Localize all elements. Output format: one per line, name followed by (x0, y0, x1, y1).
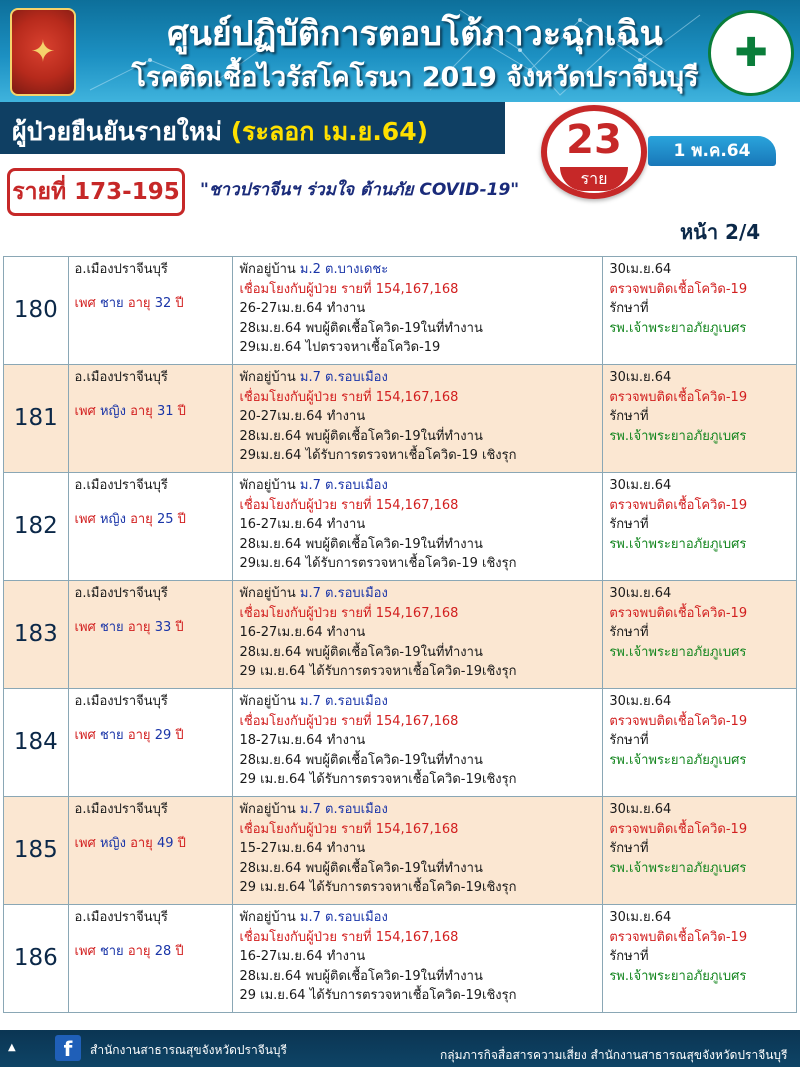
address-prefix: พักอยู่บ้าน (239, 262, 296, 277)
years-label: ปี (177, 403, 186, 419)
case-age: 31 (156, 403, 174, 419)
case-timeline-3: 29เม.ย.64 ได้รับการตรวจหาเชื้อโควิด-19 เชิงรุก (239, 448, 517, 463)
case-age: 49 (156, 835, 174, 851)
case-date: 30เม.ย.64 (609, 802, 672, 817)
case-result-cell (603, 365, 797, 473)
address-prefix: พักอยู่บ้าน (239, 910, 296, 925)
case-history-cell (233, 473, 603, 581)
case-id: 186 (4, 905, 69, 1013)
table-row (4, 365, 797, 473)
case-finding: ตรวจพบติดเชื้อโควิด-19 (609, 605, 748, 621)
table-row (4, 689, 797, 797)
case-link: เชื่อมโยงกับผู้ป่วย รายที่ 154,167,168 (239, 281, 459, 297)
case-table (3, 256, 797, 1013)
case-timeline-2: 28เม.ย.64 พบผู้ติดเชื้อโควิด-19ในที่ทำงาน (239, 536, 483, 552)
case-id: 182 (4, 473, 69, 581)
case-result-cell (603, 797, 797, 905)
case-finding: ตรวจพบติดเชื้อโควิด-19 (609, 821, 748, 837)
case-id: 181 (4, 365, 69, 473)
case-timeline-2: 28เม.ย.64 พบผู้ติดเชื้อโควิด-19ในที่ทำงาน (239, 428, 483, 444)
case-result-cell (603, 689, 797, 797)
case-timeline-3: 29 เม.ย.64 ได้รับการตรวจหาเชื้อโควิด-19เชิงรุก (239, 664, 517, 679)
case-person-cell (68, 473, 233, 581)
case-address: ม.7 ต.รอบเมือง (299, 802, 388, 817)
case-timeline-3: 29เม.ย.64 ไปตรวจหาเชื้อโควิด-19 (239, 340, 441, 355)
case-link: เชื่อมโยงกับผู้ป่วย รายที่ 154,167,168 (239, 497, 459, 513)
treated-at-label: รักษาที่ (609, 409, 649, 424)
banner-heading (12, 112, 428, 152)
case-address: ม.7 ต.รอบเมือง (299, 586, 388, 601)
provincial-seal-icon: ✦ (10, 8, 76, 96)
case-date: 30เม.ย.64 (609, 262, 672, 277)
case-address: ม.7 ต.รอบเมือง (299, 370, 388, 385)
case-count-unit: ราย (560, 167, 628, 191)
page-number: หน้า 2/4 (680, 220, 761, 244)
case-gender-age (75, 834, 227, 854)
banner-highlight: (ระลอก เม.ย.64) (230, 117, 429, 146)
case-date: 30เม.ย.64 (609, 478, 672, 493)
case-gender-age (75, 942, 227, 962)
case-timeline-2: 28เม.ย.64 พบผู้ติดเชื้อโควิด-19ในที่ทำงาน (239, 968, 483, 984)
age-label: อายุ (127, 295, 151, 311)
case-timeline-2: 28เม.ย.64 พบผู้ติดเชื้อโควิด-19ในที่ทำงาน (239, 644, 483, 660)
gender-label: เพศ (74, 511, 96, 527)
treated-at-label: รักษาที่ (609, 949, 649, 964)
treated-at-label: รักษาที่ (609, 841, 649, 856)
table-row (4, 473, 797, 581)
case-timeline-2: 28เม.ย.64 พบผู้ติดเชื้อโควิด-19ในที่ทำงาน (239, 860, 483, 876)
case-person-cell (68, 905, 233, 1013)
years-label: ปี (175, 727, 184, 743)
slogan: "ชาวปราจีนฯ ร่วมใจ ต้านภัย COVID-19" (200, 180, 520, 200)
case-district: อ.เมืองปราจีนบุรี (74, 262, 168, 277)
gender-label: เพศ (74, 727, 96, 743)
address-prefix: พักอยู่บ้าน (239, 370, 296, 385)
case-gender: หญิง (99, 835, 126, 851)
case-district: อ.เมืองปราจีนบุรี (74, 370, 168, 385)
case-history-cell (233, 581, 603, 689)
date-badge: 1 พ.ค.64 (648, 136, 776, 166)
age-label: อายุ (127, 619, 151, 635)
case-link: เชื่อมโยงกับผู้ป่วย รายที่ 154,167,168 (239, 389, 459, 405)
case-history-cell (233, 905, 603, 1013)
case-gender-age (75, 618, 227, 638)
case-timeline-1: 16-27เม.ย.64 ทำงาน (239, 949, 366, 964)
case-address: ม.7 ต.รอบเมือง (299, 478, 388, 493)
case-link: เชื่อมโยงกับผู้ป่วย รายที่ 154,167,168 (239, 713, 459, 729)
case-age: 29 (154, 727, 172, 743)
case-district: อ.เมืองปราจีนบุรี (74, 586, 168, 601)
case-link: เชื่อมโยงกับผู้ป่วย รายที่ 154,167,168 (239, 605, 459, 621)
case-count-value: 23 (566, 117, 622, 163)
gender-label: เพศ (74, 619, 96, 635)
footer-right-text: กลุ่มภารกิจสื่อสารความเสี่ยง สำนักงานสาธารณสุขจังหวัดปราจีนบุรี (440, 1048, 788, 1062)
case-hospital: รพ.เจ้าพระยาอภัยภูเบศร (609, 644, 747, 660)
case-id: 184 (4, 689, 69, 797)
age-label: อายุ (130, 511, 153, 527)
years-label: ปี (177, 835, 186, 851)
case-gender: หญิง (99, 511, 126, 527)
banner-prefix: ผู้ป่วยยืนยันรายใหม่ (12, 117, 222, 146)
case-person-cell (68, 581, 233, 689)
case-age: 33 (154, 619, 172, 635)
case-gender: ชาย (99, 943, 124, 959)
case-person-cell (68, 257, 233, 365)
case-date: 30เม.ย.64 (609, 586, 672, 601)
table-row (4, 797, 797, 905)
case-person-cell (68, 797, 233, 905)
case-link: เชื่อมโยงกับผู้ป่วย รายที่ 154,167,168 (239, 821, 459, 837)
age-label: อายุ (127, 727, 151, 743)
case-range-label: รายที่ 173-195 (7, 168, 185, 216)
case-id: 183 (4, 581, 69, 689)
case-address: ม.7 ต.รอบเมือง (299, 910, 388, 925)
address-prefix: พักอยู่บ้าน (239, 694, 296, 709)
case-date: 30เม.ย.64 (609, 370, 672, 385)
case-hospital: รพ.เจ้าพระยาอภัยภูเบศร (609, 860, 747, 876)
case-gender: ชาย (99, 727, 124, 743)
case-finding: ตรวจพบติดเชื้อโควิด-19 (609, 497, 748, 513)
case-link: เชื่อมโยงกับผู้ป่วย รายที่ 154,167,168 (239, 929, 459, 945)
gender-label: เพศ (74, 835, 96, 851)
case-id: 185 (4, 797, 69, 905)
case-person-cell (68, 689, 233, 797)
footer-mark: ▲ (8, 1042, 16, 1053)
age-label: อายุ (130, 403, 153, 419)
case-district: อ.เมืองปราจีนบุรี (74, 802, 168, 817)
case-district: อ.เมืองปราจีนบุรี (74, 694, 168, 709)
case-finding: ตรวจพบติดเชื้อโควิด-19 (609, 713, 748, 729)
treated-at-label: รักษาที่ (609, 301, 649, 316)
age-label: อายุ (130, 835, 153, 851)
case-gender-age (75, 402, 227, 422)
case-address: ม.7 ต.รอบเมือง (299, 694, 388, 709)
case-district: อ.เมืองปราจีนบุรี (74, 910, 168, 925)
gender-label: เพศ (74, 943, 96, 959)
case-timeline-1: 20-27เม.ย.64 ทำงาน (239, 409, 366, 424)
case-timeline-3: 29 เม.ย.64 ได้รับการตรวจหาเชื้อโควิด-19เชิงรุก (239, 988, 517, 1003)
case-timeline-3: 29 เม.ย.64 ได้รับการตรวจหาเชื้อโควิด-19เชิงรุก (239, 772, 517, 787)
case-history-cell (233, 257, 603, 365)
facebook-icon[interactable]: f (55, 1035, 81, 1061)
case-timeline-1: 18-27เม.ย.64 ทำงาน (239, 733, 366, 748)
case-date: 30เม.ย.64 (609, 694, 672, 709)
case-timeline-2: 28เม.ย.64 พบผู้ติดเชื้อโควิด-19ในที่ทำงาน (239, 320, 483, 336)
case-history-cell (233, 797, 603, 905)
case-timeline-1: 26-27เม.ย.64 ทำงาน (239, 301, 366, 316)
case-finding: ตรวจพบติดเชื้อโควิด-19 (609, 929, 748, 945)
age-label: อายุ (127, 943, 151, 959)
address-prefix: พักอยู่บ้าน (239, 478, 296, 493)
address-prefix: พักอยู่บ้าน (239, 586, 296, 601)
case-hospital: รพ.เจ้าพระยาอภัยภูเบศร (609, 428, 747, 444)
address-prefix: พักอยู่บ้าน (239, 802, 296, 817)
years-label: ปี (175, 295, 184, 311)
case-person-cell (68, 365, 233, 473)
case-hospital: รพ.เจ้าพระยาอภัยภูเบศร (609, 752, 747, 768)
treated-at-label: รักษาที่ (609, 517, 649, 532)
page-subtitle: โรคติดเชื้อไวรัสโคโรนา 2019 จังหวัดปราจีนบุรี (131, 62, 699, 93)
case-timeline-2: 28เม.ย.64 พบผู้ติดเชื้อโควิด-19ในที่ทำงาน (239, 752, 483, 768)
case-age: 25 (156, 511, 174, 527)
case-age: 28 (154, 943, 172, 959)
case-gender-age (75, 726, 227, 746)
table-row (4, 581, 797, 689)
case-age: 32 (154, 295, 172, 311)
gender-label: เพศ (74, 403, 96, 419)
case-result-cell (603, 905, 797, 1013)
footer-left-text: สำนักงานสาธารณสุขจังหวัดปราจีนบุรี (90, 1043, 287, 1057)
case-gender: หญิง (99, 403, 126, 419)
case-timeline-1: 15-27เม.ย.64 ทำงาน (239, 841, 366, 856)
case-timeline-1: 16-27เม.ย.64 ทำงาน (239, 517, 366, 532)
treated-at-label: รักษาที่ (609, 733, 649, 748)
table-row (4, 257, 797, 365)
case-hospital: รพ.เจ้าพระยาอภัยภูเบศร (609, 968, 747, 984)
case-finding: ตรวจพบติดเชื้อโควิด-19 (609, 281, 748, 297)
case-hospital: รพ.เจ้าพระยาอภัยภูเบศร (609, 536, 747, 552)
case-result-cell (603, 257, 797, 365)
ministry-of-public-health-icon: ✚ (708, 10, 794, 96)
page-title: ศูนย์ปฏิบัติการตอบโต้ภาวะฉุกเฉิน (167, 14, 663, 54)
case-gender-age (75, 510, 227, 530)
case-finding: ตรวจพบติดเชื้อโควิด-19 (609, 389, 748, 405)
treated-at-label: รักษาที่ (609, 625, 649, 640)
case-result-cell (603, 473, 797, 581)
case-count-badge (541, 105, 647, 199)
gender-label: เพศ (74, 295, 96, 311)
case-gender: ชาย (99, 619, 124, 635)
years-label: ปี (175, 943, 184, 959)
case-history-cell (233, 689, 603, 797)
years-label: ปี (175, 619, 184, 635)
case-district: อ.เมืองปราจีนบุรี (74, 478, 168, 493)
case-gender: ชาย (99, 295, 124, 311)
case-history-cell (233, 365, 603, 473)
table-row (4, 905, 797, 1013)
case-date: 30เม.ย.64 (609, 910, 672, 925)
case-address: ม.2 ต.บางเดชะ (299, 262, 389, 277)
case-timeline-1: 16-27เม.ย.64 ทำงาน (239, 625, 366, 640)
case-result-cell (603, 581, 797, 689)
case-gender-age (75, 294, 227, 314)
case-timeline-3: 29เม.ย.64 ได้รับการตรวจหาเชื้อโควิด-19 เชิงรุก (239, 556, 517, 571)
case-hospital: รพ.เจ้าพระยาอภัยภูเบศร (609, 320, 747, 336)
years-label: ปี (177, 511, 186, 527)
case-timeline-3: 29 เม.ย.64 ได้รับการตรวจหาเชื้อโควิด-19เชิงรุก (239, 880, 517, 895)
case-id: 180 (4, 257, 69, 365)
